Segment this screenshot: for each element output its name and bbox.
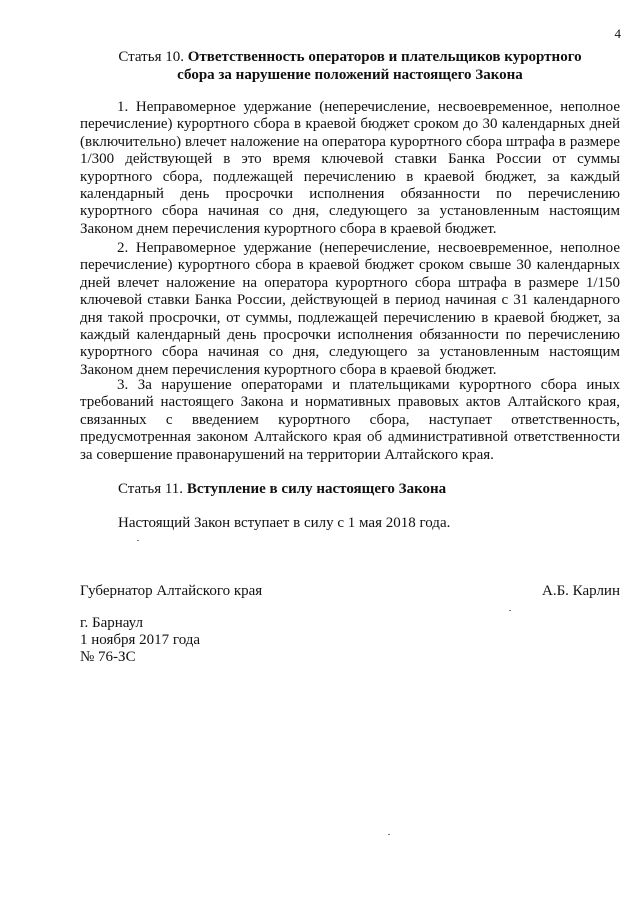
scan-speck <box>137 540 139 541</box>
article-11-text: Настоящий Закон вступает в силу с 1 мая 2018 года. <box>118 515 451 531</box>
paragraph-3 <box>80 377 620 464</box>
paragraph-2 <box>80 240 620 379</box>
law-number: № 76-ЗС <box>80 649 136 665</box>
paragraph-3-text: 3. За нарушение операторами и плательщиками курортного сбора иных требований настоящего Закона и нормативных правовых актов Алтайского края, связанных с введением курортного сбора, наступает ответственность, предусмотренная законом Алтайского края об административной ответственности за совершение правонарушений на территории Алтайского края. <box>80 377 620 463</box>
date: 1 ноября 2017 года <box>80 632 201 648</box>
article-11-heading <box>118 481 446 498</box>
paragraph-1-text: 1. Неправомерное удержание (неперечисление, несвоевременное, неполное перечисление) курортного сбора в краевой бюджет сроком до 30 календарных дней (включительно) влечет наложение на оператора курортного сбора штрафа в размере 1/300 действующей в это время ключевой ставки Банка России от суммы курортного сбора, подлежащей перечислению в краевой бюджет, за каждый календарный день просрочки исполнения обязанности по перечислению курортного сбора начиная со дня, следующего за установленным настоящим Законом днем перечисления курортного сбора в краевой бюджет. <box>80 99 620 237</box>
article-10-prefix: Статья 10. <box>118 49 184 65</box>
article-10-title-line2: сбора за нарушение положений настоящего Закона <box>177 67 523 83</box>
article-11-prefix: Статья 11. <box>118 481 184 497</box>
governor-name: А.Б. Карлин <box>541 583 620 599</box>
paragraph-2-text: 2. Неправомерное удержание (неперечисление, несвоевременное, неполное перечисление) курортного сбора в краевой бюджет сроком свыше 30 календарных дней влечет наложение на оператора курортного сбора штрафа в размере 1/150 ключевой ставки Банка России, действующей в период начиная с 31 календарного дня такой просрочки, от суммы, подлежащей перечислению в краевой бюджет, за каждый календарный день просрочки исполнения обязанности по перечислению курортного сбора начиная со дня, следующего за установленным настоящим Законом днем перечисления курортного сбора в краевой бюджет. <box>80 240 620 378</box>
page-number: 4 <box>614 26 621 41</box>
paragraph-1 <box>80 99 620 238</box>
city: г. Барнаул <box>80 615 143 631</box>
governor-position: Губернатор Алтайского края <box>80 583 263 599</box>
article-10-heading-line1 <box>80 48 620 66</box>
scan-speck <box>509 610 511 611</box>
place-date-block <box>80 615 200 666</box>
article-10-heading <box>80 48 620 84</box>
article-11-title: Вступление в силу настоящего Закона <box>186 481 447 497</box>
article-10-title-line1: Ответственность операторов и плательщиков курортного <box>187 49 582 65</box>
scan-speck <box>388 834 390 835</box>
